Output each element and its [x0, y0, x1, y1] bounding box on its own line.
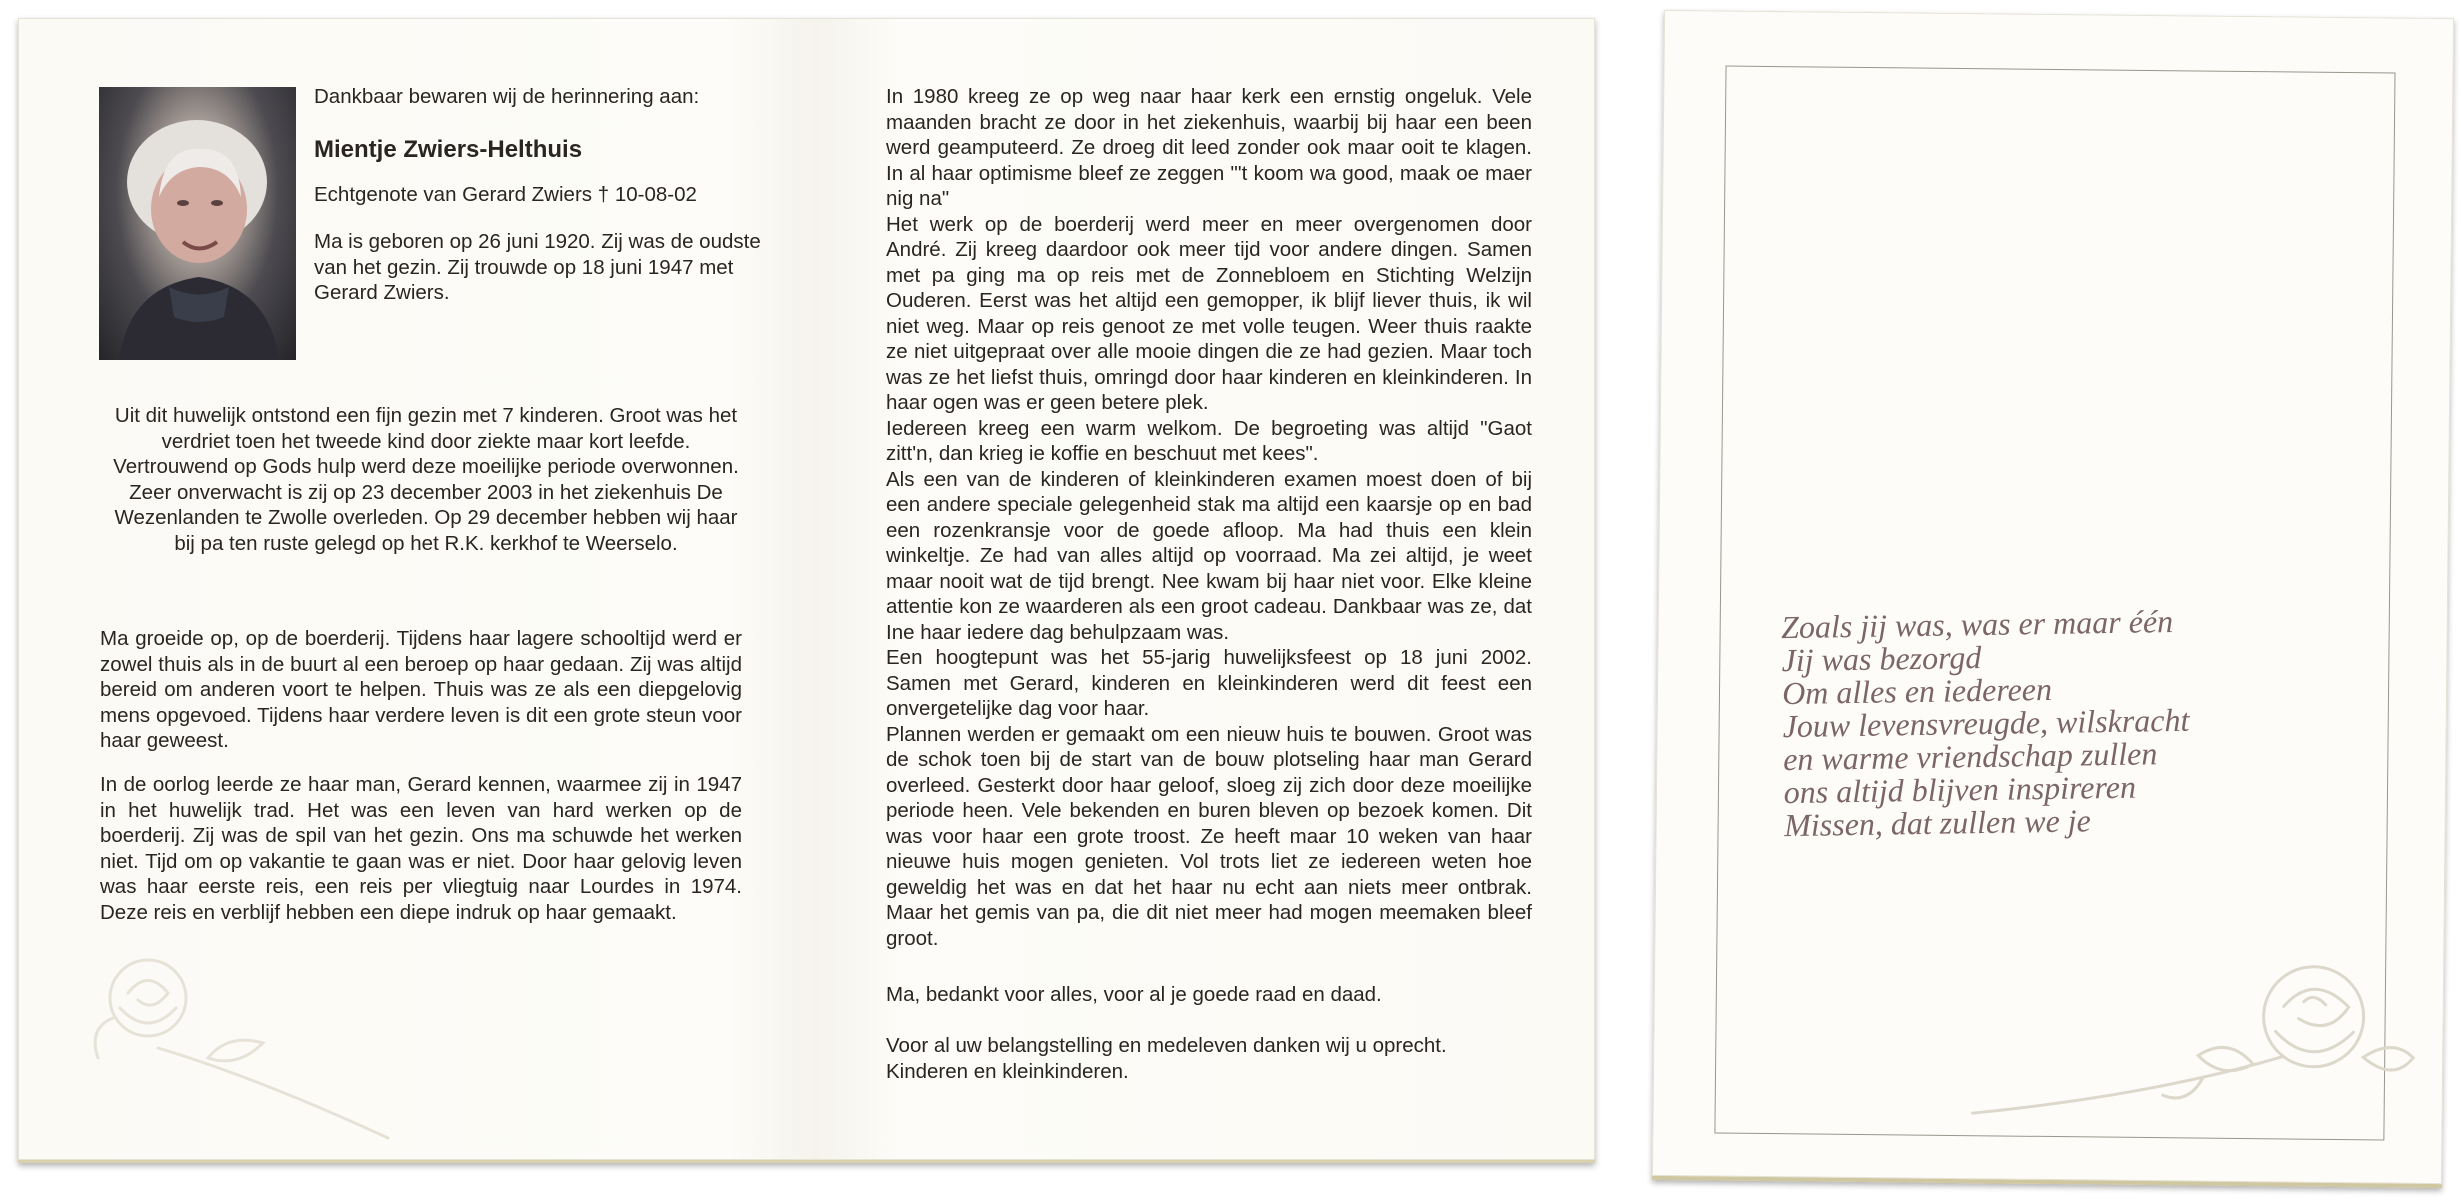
- spouse-line: Echtgenote van Gerard Zwiers † 10-08-02: [314, 182, 697, 206]
- poem-line: Zoals jij was, was er maar één: [1780, 602, 2174, 646]
- closing-signature: Kinderen en kleinkinderen.: [886, 1059, 1129, 1083]
- embossed-rose-icon: [58, 938, 418, 1148]
- story-paragraph: Iedereen kreeg een warm welkom. De begroeting was altijd "Gaot zitt'n, dan krieg ie koffie en beschuut met kees".: [886, 416, 1532, 465]
- embossed-rose-icon: [1952, 943, 2424, 1158]
- deceased-name: Mientje Zwiers-Helthuis: [314, 135, 583, 163]
- front-card: [1652, 10, 2454, 1188]
- life-story: [886, 84, 1532, 951]
- story-paragraph: Plannen werden er gemaakt om een nieuw huis te bouwen. Groot was de schok toen bij de start van de bouw plotseling haar man Gerard overleed. Gesterkt door haar geloof, sloeg zij zich door deze moeilijke periode heen. Vele bekenden en buren bleven op bezoek komen. Dit was voor haar een grote troost. Ze heeft maar 10 weken van haar nieuwe huis mogen genieten. Vol trots liet ze iedereen weten hoe geweldig het was en dat het haar nu echt aan niets meer ontbrak. Maar het gemis van pa, die dit niet meer had mogen meemaken bleef groot.: [886, 722, 1532, 950]
- closing-line: Voor al uw belangstelling en medeleven danken wij u oprecht.: [886, 1034, 1447, 1057]
- inside-spread: [18, 18, 1595, 1163]
- poem-line: Jouw levensvreugde, wilskracht: [1782, 701, 2190, 745]
- poem-line: ons altijd blijven inspireren: [1783, 768, 2137, 811]
- story-paragraph: In 1980 kreeg ze op weg naar haar kerk een ernstig ongeluk. Vele maanden bracht ze door in het ziekenhuis, waarbij bij haar een been werd geamputeerd. Ze droeg dit leed zonder ook maar ooit te klagen. In al haar optimisme bleef ze zeggen "'t koom wa good, maak oe maer nig na": [886, 85, 1532, 210]
- poem-line: en warme vriendschap zullen: [1782, 735, 2158, 778]
- thanks-line: Ma, bedankt voor alles, voor al je goede raad en daad.: [886, 983, 1382, 1006]
- war-paragraph: In de oorlog leerde ze haar man, Gerard kennen, waarmee zij in 1947 in het huwelijk trad. Het was een leven van hard werken op de boerderij. Zij was de spil van het gezin. Ons ma schuwde het werken niet. Tijd om op vakantie te gaan was er niet. Door haar gelovig leven was haar eerste reis, een reis per vliegtuig naar Lourdes in 1974. Deze reis en verblijf hebben een diepe indruk op haar gemaakt.: [100, 773, 742, 924]
- poem-line: Missen, dat zullen we je: [1783, 802, 2092, 844]
- portrait-photo: [99, 87, 296, 360]
- story-paragraph: Als een van de kinderen of kleinkinderen examen moest doen of bij een andere speciale gelegenheid stak ma altijd een kaarsje op en bad een rozenkransje voor de goede afloop. Ma had thuis een klein winkeltje. Ze had van alles altijd op voorraad. Ma zei altijd, je weet maar nooit wat de tijd brengt. Nee kwam bij haar niet voor. Elke kleine attentie kon ze waarderen als een groot cadeau. Dankbaar was ze, dat Ine haar iedere dag behulpzaam was.: [886, 467, 1532, 644]
- poem-line: Om alles en iedereen: [1781, 670, 2053, 712]
- poem-line: Jij was bezorgd: [1781, 639, 1982, 679]
- story-paragraph: Een hoogtepunt was het 55-jarig huwelijksfeest op 18 juni 2002. Samen met Gerard, kinderen en kleinkinderen werd dit feest een onvergetelijke dag voor haar.: [886, 646, 1532, 720]
- closing-block: [886, 1033, 1532, 1084]
- story-paragraph: Het werk op de boerderij werd meer en meer overgenomen door André. Zij kreeg daardoor ook meer tijd voor andere dingen. Samen met pa ging ma op reis met de Zonnebloem en Stichting Welzijn Ouderen. Eerst was het altijd een gemopper, ik blijf liever thuis, ik wil niet weg. Maar op reis genoot ze met volle teugen. Weer thuis raakte ze niet uitgepraat over alle mooie dingen die ze had gezien. Maar toch was ze het liefst thuis, omringd door haar kinderen en kleinkinderen. In haar ogen was er geen betere plek.: [886, 212, 1532, 414]
- farm-paragraph: Ma groeide op, op de boerderij. Tijdens haar lagere schooltijd werd er zowel thuis als in de buurt al een beroep op haar gedaan. Zij was altijd bereid om anderen voort te helpen. Thuis was ze als een diepgelovig mens opgevoed. Tijdens haar verdere leven is dit een grote steun voor haar geweest.: [100, 627, 742, 752]
- birth-paragraph: Ma is geboren op 26 juni 1920. Zij was de oudste van het gezin. Zij trouwde op 18 juni 1947 met Gerard Zwiers.: [314, 230, 761, 304]
- intro-block: [314, 84, 764, 306]
- poem: [1780, 602, 2191, 844]
- family-paragraph: Uit dit huwelijk ontstond een fijn gezin met 7 kinderen. Groot was het verdriet toen het tweede kind door ziekte maar kort leefde. Vertrouwend op Gods hulp werd deze moeilijke periode overwonnen. Zeer onverwacht is zij op 23 december 2003 in het ziekenhuis De Wezenlanden te Zwolle overleden. Op 29 december hebben wij haar bij pa ten ruste gelegd op het R.K. kerkhof te Weerselo.: [113, 404, 739, 555]
- intro-line: Dankbaar bewaren wij de herinnering aan:: [314, 85, 700, 108]
